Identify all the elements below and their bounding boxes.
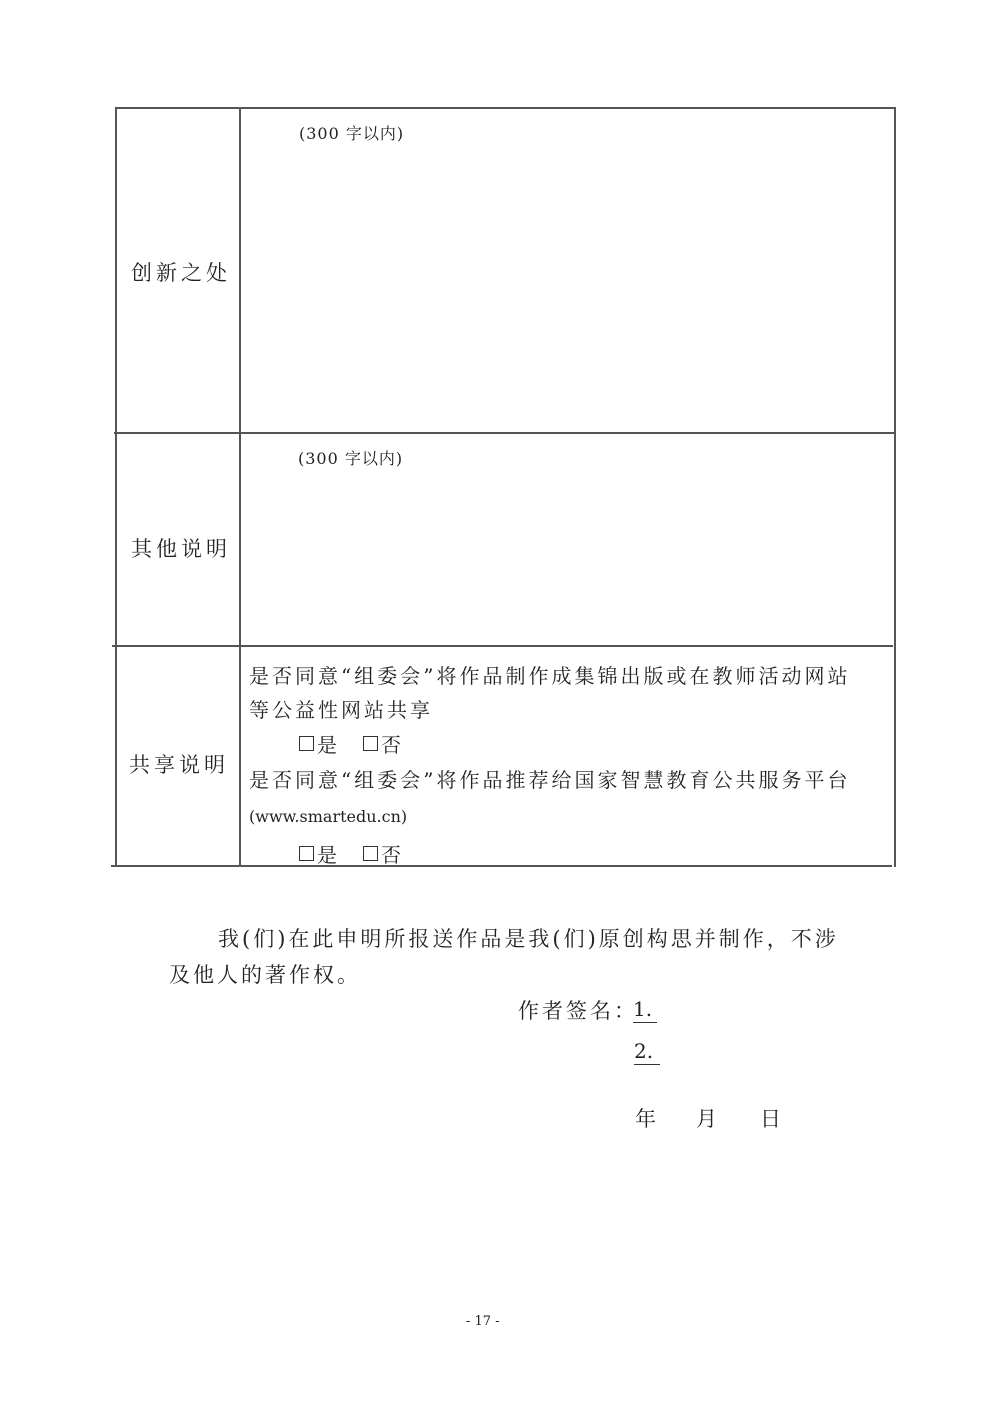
date-year: 年 <box>635 1107 656 1131</box>
declaration-line-2: 及他人的著作权。 <box>169 963 361 987</box>
checkbox-icon[interactable] <box>299 846 314 861</box>
share-question-1-line-1: 是否同意“组委会”将作品制作成集锦出版或在教师活动网站 <box>249 664 851 688</box>
innovation-text-area[interactable] <box>244 150 889 425</box>
table-bottom-border <box>111 865 892 867</box>
table-right-border <box>894 107 896 867</box>
row-label-share: 共享说明 <box>129 753 229 777</box>
checkbox-icon[interactable] <box>363 736 378 751</box>
share-question-2-choices <box>299 839 401 868</box>
share-q1-no-option[interactable] <box>363 729 401 758</box>
table-row-divider-2 <box>112 645 893 647</box>
declaration-line-1: 我(们)在此申明所报送作品是我(们)原创构思并制作，不涉 <box>218 927 839 951</box>
table-top-border <box>116 107 896 109</box>
page-number: - 17 - <box>466 1314 500 1329</box>
table-column-divider <box>239 107 241 865</box>
share-question-2-url: (www.smartedu.cn) <box>249 807 408 826</box>
innovation-hint: (300 字以内) <box>299 124 405 143</box>
checkbox-icon[interactable] <box>363 846 378 861</box>
row-label-innovation: 创新之处 <box>131 261 231 285</box>
table-row-divider-1 <box>114 432 894 434</box>
other-text-area[interactable] <box>244 475 889 640</box>
share-question-1-choices <box>299 729 401 758</box>
table-left-border <box>115 107 117 865</box>
other-hint: (300 字以内) <box>298 449 404 468</box>
share-question-2-line-1: 是否同意“组委会”将作品推荐给国家智慧教育公共服务平台 <box>249 768 851 792</box>
share-q2-yes-label: 是 <box>317 843 337 867</box>
share-q2-no-label: 否 <box>381 843 401 867</box>
share-q1-yes-label: 是 <box>317 733 337 757</box>
share-question-1-line-2: 等公益性网站共享 <box>249 698 433 722</box>
share-q1-yes-option[interactable] <box>299 729 337 758</box>
row-label-other: 其他说明 <box>131 537 231 561</box>
share-q2-yes-option[interactable] <box>299 839 337 868</box>
signature-slot-2[interactable]: 2. <box>634 1039 660 1065</box>
date-day: 日 <box>760 1107 781 1131</box>
date-month: 月 <box>696 1107 717 1131</box>
share-q1-no-label: 否 <box>381 733 401 757</box>
share-q2-no-option[interactable] <box>363 839 401 868</box>
checkbox-icon[interactable] <box>299 736 314 751</box>
signature-label: 作者签名： <box>518 999 638 1023</box>
signature-slot-1[interactable]: 1. <box>633 997 657 1023</box>
